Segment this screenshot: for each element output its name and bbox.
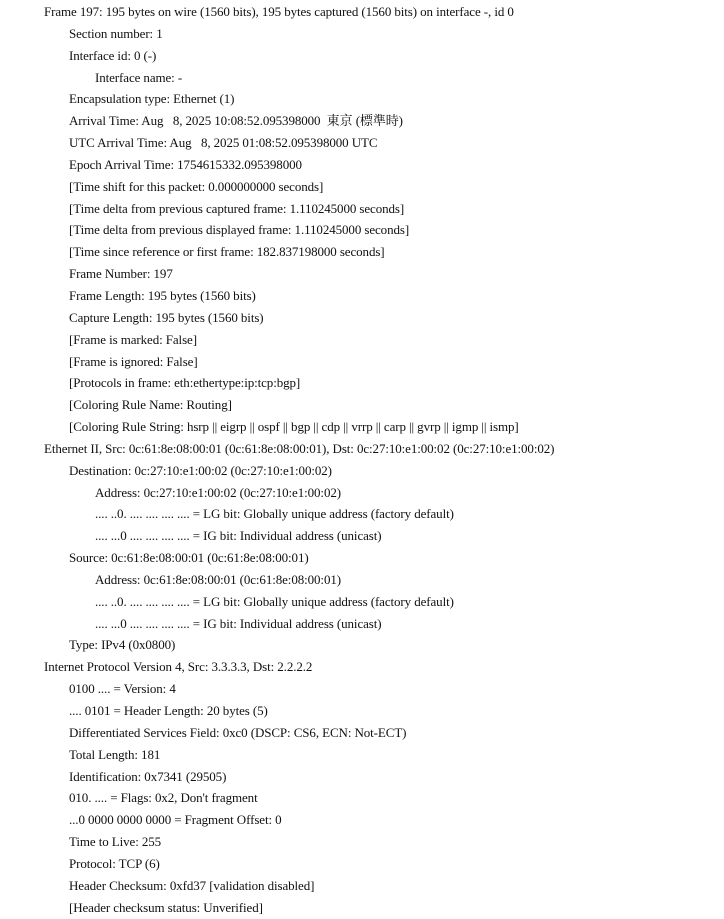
frame-number-row[interactable]: Frame Number: 197 — [69, 266, 173, 282]
ip-identification-row[interactable]: Identification: 0x7341 (29505) — [69, 768, 227, 784]
frame-is-marked-row[interactable]: [Frame is marked: False] — [69, 331, 197, 347]
eth-destination-ig-bit-row[interactable]: .... ...0 .... .... .... .... = IG bit: Individual address (unicast) — [95, 528, 382, 544]
ip-fragment-offset-row[interactable]: ...0 0000 0000 0000 = Fragment Offset: 0 — [69, 812, 282, 828]
eth-source-address-row[interactable]: Address: 0c:61:8e:08:00:01 (0c:61:8e:08:00:01) — [95, 571, 341, 587]
ip-header-checksum-status-row[interactable]: [Header checksum status: Unverified] — [69, 899, 263, 915]
time-delta-displayed-row[interactable]: [Time delta from previous displayed frame: 1.110245000 seconds] — [69, 222, 410, 238]
eth-destination-address-row[interactable]: Address: 0c:27:10:e1:00:02 (0c:27:10:e1:00:02) — [95, 484, 341, 500]
ip-version-row[interactable]: 0100 .... = Version: 4 — [69, 681, 176, 697]
time-shift-row[interactable]: [Time shift for this packet: 0.000000000 seconds] — [69, 178, 324, 194]
eth-source-lg-bit-row[interactable]: .... ..0. .... .... .... .... = LG bit: Globally unique address (factory default) — [95, 593, 454, 609]
arrival-time-row[interactable]: Arrival Time: Aug 8, 2025 10:08:52.095398000 東京 (標準時) — [69, 113, 403, 129]
ip-ttl-row[interactable]: Time to Live: 255 — [69, 834, 162, 850]
utc-arrival-time-row[interactable]: UTC Arrival Time: Aug 8, 2025 01:08:52.095398000 UTC — [69, 135, 378, 151]
time-delta-captured-row[interactable]: [Time delta from previous captured frame: 1.110245000 seconds] — [69, 200, 405, 216]
eth-source-ig-bit-row[interactable]: .... ...0 .... .... .... .... = IG bit: Individual address (unicast) — [95, 615, 382, 631]
ip-flags-row[interactable]: 010. .... = Flags: 0x2, Don't fragment — [69, 790, 258, 806]
capture-length-row[interactable]: Capture Length: 195 bytes (1560 bits) — [69, 309, 264, 325]
eth-destination-lg-bit-row[interactable]: .... ..0. .... .... .... .... = LG bit: Globally unique address (factory default) — [95, 506, 454, 522]
frame-is-ignored-row[interactable]: [Frame is ignored: False] — [69, 353, 198, 369]
ip-dsfield-row[interactable]: Differentiated Services Field: 0xc0 (DSCP: CS6, ECN: Not-ECT) — [69, 724, 407, 740]
protocols-in-frame-row[interactable]: [Protocols in frame: eth:ethertype:ip:tcp:bgp] — [69, 375, 301, 391]
interface-name-row[interactable]: Interface name: - — [95, 69, 183, 85]
coloring-rule-string-row[interactable]: [Coloring Rule String: hsrp || eigrp || ospf || bgp || cdp || vrrp || carp || gvrp || igmp || ismp] — [69, 419, 519, 435]
coloring-rule-name-row[interactable]: [Coloring Rule Name: Routing] — [69, 397, 232, 413]
ip-total-length-row[interactable]: Total Length: 181 — [69, 746, 161, 762]
ipv4-summary-row[interactable]: Internet Protocol Version 4, Src: 3.3.3.3, Dst: 2.2.2.2 — [44, 659, 313, 675]
frame-length-row[interactable]: Frame Length: 195 bytes (1560 bits) — [69, 287, 256, 303]
ethernet-summary-row[interactable]: Ethernet II, Src: 0c:61:8e:08:00:01 (0c:61:8e:08:00:01), Dst: 0c:27:10:e1:00:02 (0c:27:10:e1:00:02) — [44, 440, 555, 456]
eth-destination-row[interactable]: Destination: 0c:27:10:e1:00:02 (0c:27:10:e1:00:02) — [69, 462, 332, 478]
eth-type-row[interactable]: Type: IPv4 (0x0800) — [69, 637, 176, 653]
eth-source-row[interactable]: Source: 0c:61:8e:08:00:01 (0c:61:8e:08:00:01) — [69, 550, 309, 566]
epoch-arrival-time-row[interactable]: Epoch Arrival Time: 1754615332.095398000 — [69, 156, 302, 172]
ip-header-length-row[interactable]: .... 0101 = Header Length: 20 bytes (5) — [69, 703, 268, 718]
frame-summary-row[interactable]: Frame 197: 195 bytes on wire (1560 bits), 195 bytes captured (1560 bits) on interface -, id 0 — [44, 4, 514, 19]
interface-id-row[interactable]: Interface id: 0 (-) — [69, 47, 157, 63]
ip-header-checksum-row[interactable]: Header Checksum: 0xfd37 [validation disabled] — [69, 877, 315, 893]
ip-protocol-row[interactable]: Protocol: TCP (6) — [69, 855, 160, 871]
time-since-reference-row[interactable]: [Time since reference or first frame: 182.837198000 seconds] — [69, 244, 385, 260]
section-number-row[interactable]: Section number: 1 — [69, 25, 163, 41]
encapsulation-type-row[interactable]: Encapsulation type: Ethernet (1) — [69, 91, 235, 107]
